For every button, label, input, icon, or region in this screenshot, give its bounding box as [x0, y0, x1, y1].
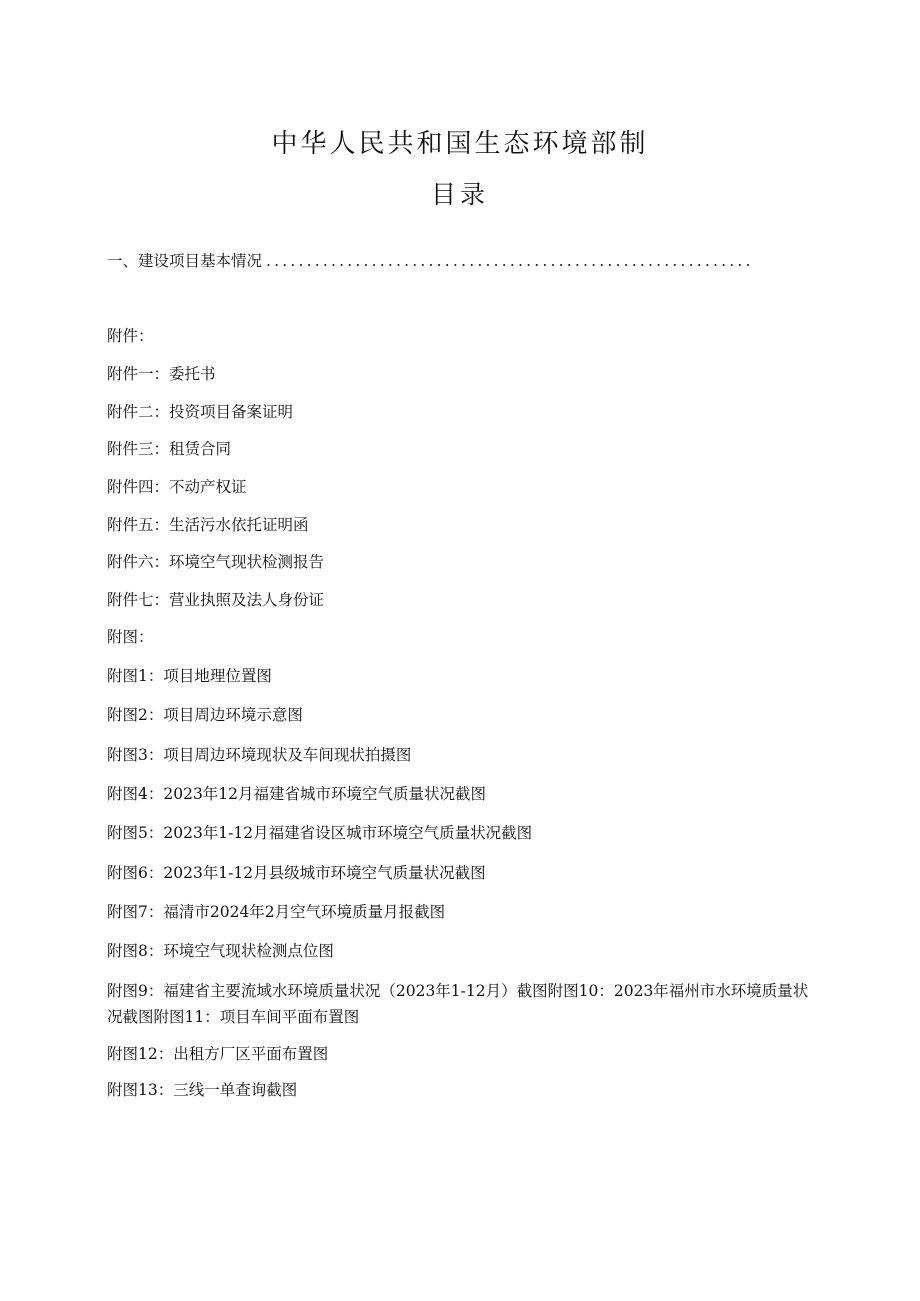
figure-item: 附图5：2023年1-12月福建省设区城市环境空气质量状况截图 [107, 824, 533, 842]
figure-item: 附图7：福清市2024年2月空气环境质量月报截图 [107, 903, 446, 921]
figures-heading: 附图： [107, 628, 154, 646]
figure-item: 附图12：出租方厂区平面布置图 [107, 1045, 329, 1063]
figure-item: 附图4：2023年12月福建省城市环境空气质量状况截图 [107, 785, 487, 803]
figure-item: 附图13：三线一单查询截图 [107, 1081, 298, 1099]
attachment-item: 附件五：生活污水依托证明函 [107, 516, 309, 534]
figure-item: 附图6：2023年1-12月县级城市环境空气质量状况截图 [107, 864, 486, 882]
attachment-item: 附件六：环境空气现状检测报告 [107, 553, 325, 571]
attachment-item: 附件七：营业执照及法人身份证 [107, 591, 325, 609]
toc-entry-label: 一、建设项目基本情况 [107, 252, 263, 270]
figure-item: 附图8：环境空气现状检测点位图 [107, 942, 334, 960]
figure-item: 附图1：项目地理位置图 [107, 667, 272, 685]
figure-item: 附图3：项目周边环境现状及车间现状拍摄图 [107, 746, 412, 764]
toc-leader-dots: ............................................................ [266, 252, 754, 270]
organization-title: 中华人民共和国生态环境部制 [271, 129, 649, 159]
attachments-heading: 附件： [107, 327, 154, 345]
attachment-item: 附件三：租赁合同 [107, 440, 232, 458]
attachment-item: 附件一：委托书 [107, 365, 216, 383]
toc-entry-basic-info[interactable] [107, 249, 787, 273]
attachment-item: 附件二：投资项目备案证明 [107, 403, 294, 421]
figure-item: 附图2：项目周边环境示意图 [107, 706, 303, 724]
figure-item: 附图9：福建省主要流域水环境质量状况（2023年1-12月）截图附图10：2023年福州市水环境质量状况截图附图11：项目车间平面布置图 [107, 982, 809, 1026]
attachment-item: 附件四：不动产权证 [107, 478, 247, 496]
toc-title: 目录 [430, 180, 489, 209]
